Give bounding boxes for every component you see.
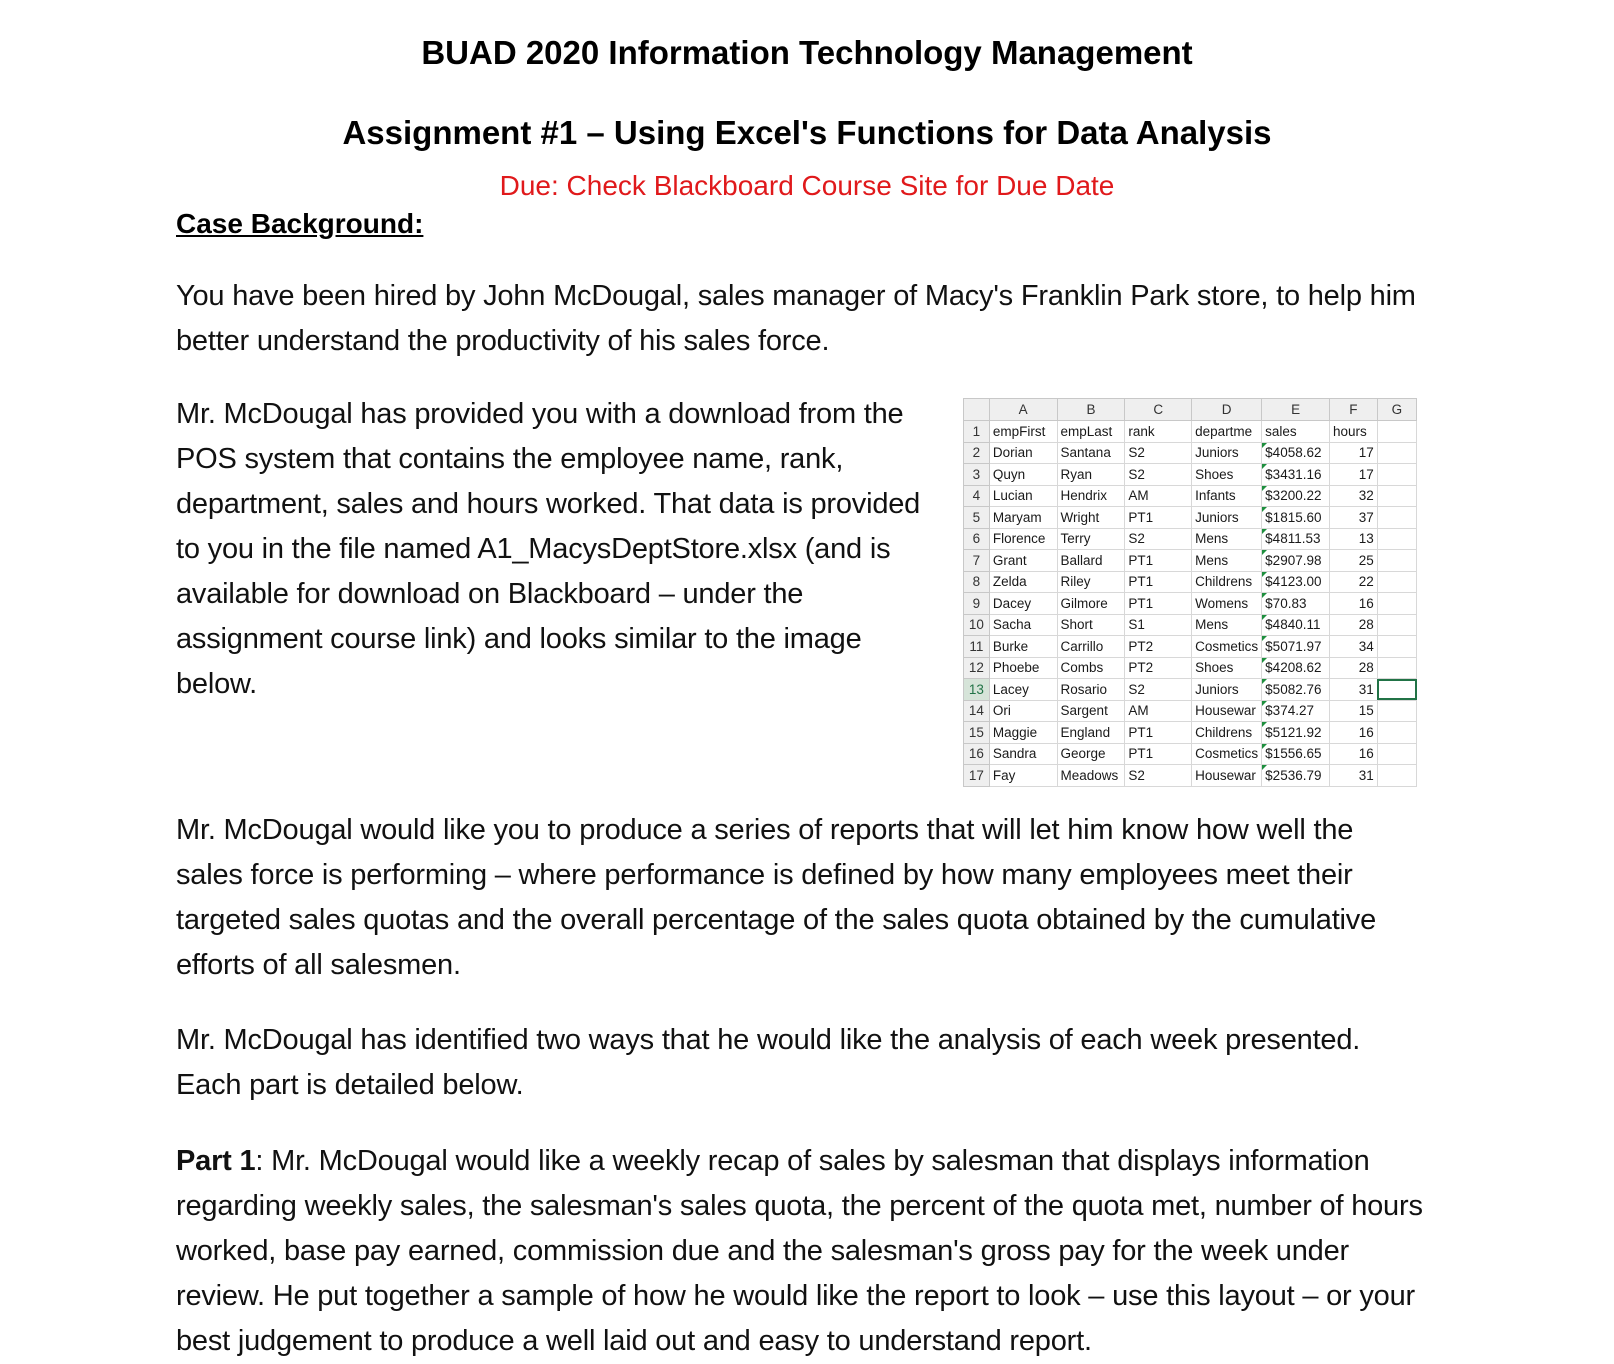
cell-sales: $3431.16 xyxy=(1262,464,1330,486)
cell-rank: AM xyxy=(1125,700,1192,722)
cell-hours: 25 xyxy=(1330,550,1378,572)
cell-dept: Childrens xyxy=(1192,571,1262,593)
cell-empty xyxy=(1377,636,1416,658)
cell-sales: $70.83 xyxy=(1262,593,1330,615)
cell-empty xyxy=(1377,464,1416,486)
cell-rank: PT1 xyxy=(1125,593,1192,615)
sheet-row xyxy=(964,464,1417,486)
column-header-d: D xyxy=(1192,399,1262,421)
row-number: 16 xyxy=(964,743,990,765)
sheet-row xyxy=(964,528,1417,550)
cell-last: empLast xyxy=(1057,421,1125,443)
cell-last: Ryan xyxy=(1057,464,1125,486)
cell-empty xyxy=(1377,722,1416,744)
spreadsheet-table xyxy=(963,398,1417,787)
cell-dept: Cosmetics xyxy=(1192,636,1262,658)
data-source-paragraph: Mr. McDougal has provided you with a download from the POS system that contains the employee name, rank, department, sales and hours worked. That data is provided to you in the file named A1_MacysDeptStore.xlsx (and is available for download on Blackboard – under the assignment course link) and looks similar to the image below. xyxy=(176,398,921,700)
cell-rank: PT1 xyxy=(1125,550,1192,572)
cell-dept: Juniors xyxy=(1192,442,1262,464)
cell-rank: PT2 xyxy=(1125,636,1192,658)
cell-last: Santana xyxy=(1057,442,1125,464)
reports-paragraph: Mr. McDougal would like you to produce a series of reports that will let him know how well the sales force is performing – where performance is defined by how many employees meet their targeted sales quotas and the overall percentage of the sales quota obtained by the cumulative efforts of all salesmen. xyxy=(176,814,1377,981)
sheet-row xyxy=(964,614,1417,636)
cell-rank: PT1 xyxy=(1125,743,1192,765)
cell-first: Dacey xyxy=(989,593,1057,615)
cell-last: Hendrix xyxy=(1057,485,1125,507)
cell-hours: 16 xyxy=(1330,593,1378,615)
cell-first: Fay xyxy=(989,765,1057,787)
cell-rank: rank xyxy=(1125,421,1192,443)
cell-sales: $4123.00 xyxy=(1262,571,1330,593)
cell-rank: PT2 xyxy=(1125,657,1192,679)
intro-paragraph: You have been hired by John McDougal, sales manager of Macy's Franklin Park store, to help him better understand the productivity of his sales force. xyxy=(176,280,1416,357)
row-number: 11 xyxy=(964,636,990,658)
cell-last: Ballard xyxy=(1057,550,1125,572)
row-number: 2 xyxy=(964,442,990,464)
cell-hours: 17 xyxy=(1330,464,1378,486)
due-date-note: Due: Check Blackboard Course Site for Due Date xyxy=(499,170,1115,201)
cell-first: Maryam xyxy=(989,507,1057,529)
cell-dept: departme xyxy=(1192,421,1262,443)
cell-dept: Infants xyxy=(1192,485,1262,507)
cell-first: Sandra xyxy=(989,743,1057,765)
cell-hours: 22 xyxy=(1330,571,1378,593)
cell-last: Gilmore xyxy=(1057,593,1125,615)
sheet-row xyxy=(964,485,1417,507)
cell-first: Quyn xyxy=(989,464,1057,486)
row-number: 5 xyxy=(964,507,990,529)
cell-rank: PT1 xyxy=(1125,571,1192,593)
column-header-f: F xyxy=(1330,399,1378,421)
cell-sales: $4840.11 xyxy=(1262,614,1330,636)
cell-first: Phoebe xyxy=(989,657,1057,679)
cell-rank: AM xyxy=(1125,485,1192,507)
cell-dept: Housewar xyxy=(1192,700,1262,722)
row-number: 9 xyxy=(964,593,990,615)
case-background-heading: Case Background: xyxy=(176,208,424,239)
cell-empty xyxy=(1377,507,1416,529)
sheet-row xyxy=(964,722,1417,744)
row-number: 6 xyxy=(964,528,990,550)
row-number: 8 xyxy=(964,571,990,593)
sheet-row xyxy=(964,636,1417,658)
cell-hours: hours xyxy=(1330,421,1378,443)
cell-empty xyxy=(1377,571,1416,593)
column-header-g: G xyxy=(1377,399,1416,421)
sheet-row xyxy=(964,571,1417,593)
excel-data-preview xyxy=(963,398,1417,794)
cell-hours: 28 xyxy=(1330,614,1378,636)
cell-sales: $2536.79 xyxy=(1262,765,1330,787)
cell-rank: S1 xyxy=(1125,614,1192,636)
cell-hours: 32 xyxy=(1330,485,1378,507)
cell-first: Lacey xyxy=(989,679,1057,701)
cell-empty xyxy=(1377,593,1416,615)
cell-hours: 17 xyxy=(1330,442,1378,464)
sheet-row xyxy=(964,550,1417,572)
sheet-row xyxy=(964,679,1417,701)
cell-sales: $1815.60 xyxy=(1262,507,1330,529)
cell-dept: Juniors xyxy=(1192,507,1262,529)
cell-empty xyxy=(1377,442,1416,464)
cell-sales: sales xyxy=(1262,421,1330,443)
column-header-row xyxy=(964,399,1417,421)
sheet-row xyxy=(964,442,1417,464)
cell-rank: S2 xyxy=(1125,765,1192,787)
cell-dept: Childrens xyxy=(1192,722,1262,744)
cell-last: Wright xyxy=(1057,507,1125,529)
part1-label: Part 1 xyxy=(176,1145,256,1177)
row-number: 13 xyxy=(964,679,990,701)
row-number: 1 xyxy=(964,421,990,443)
cell-dept: Cosmetics xyxy=(1192,743,1262,765)
cell-empty xyxy=(1377,679,1416,701)
cell-dept: Shoes xyxy=(1192,464,1262,486)
row-number: 17 xyxy=(964,765,990,787)
cell-hours: 31 xyxy=(1330,765,1378,787)
cell-empty xyxy=(1377,485,1416,507)
cell-rank: PT1 xyxy=(1125,507,1192,529)
cell-empty xyxy=(1377,614,1416,636)
cell-sales: $5071.97 xyxy=(1262,636,1330,658)
cell-sales: $3200.22 xyxy=(1262,485,1330,507)
row-number: 4 xyxy=(964,485,990,507)
cell-hours: 34 xyxy=(1330,636,1378,658)
cell-rank: S2 xyxy=(1125,679,1192,701)
sheet-row xyxy=(964,593,1417,615)
cell-rank: S2 xyxy=(1125,528,1192,550)
cell-sales: $1556.65 xyxy=(1262,743,1330,765)
cell-sales: $4058.62 xyxy=(1262,442,1330,464)
cell-sales: $5121.92 xyxy=(1262,722,1330,744)
cell-last: Short xyxy=(1057,614,1125,636)
cell-last: Sargent xyxy=(1057,700,1125,722)
assignment-title: Assignment #1 – Using Excel's Functions for Data Analysis xyxy=(342,114,1272,151)
cell-first: Zelda xyxy=(989,571,1057,593)
row-number: 15 xyxy=(964,722,990,744)
cell-last: Terry xyxy=(1057,528,1125,550)
cell-hours: 15 xyxy=(1330,700,1378,722)
cell-first: empFirst xyxy=(989,421,1057,443)
cell-first: Lucian xyxy=(989,485,1057,507)
cell-first: Florence xyxy=(989,528,1057,550)
cell-empty xyxy=(1377,765,1416,787)
column-header-c: C xyxy=(1125,399,1192,421)
cell-hours: 16 xyxy=(1330,722,1378,744)
cell-last: Meadows xyxy=(1057,765,1125,787)
cell-last: George xyxy=(1057,743,1125,765)
cell-first: Dorian xyxy=(989,442,1057,464)
sheet-row xyxy=(964,657,1417,679)
cell-hours: 13 xyxy=(1330,528,1378,550)
cell-last: Carrillo xyxy=(1057,636,1125,658)
column-header-b: B xyxy=(1057,399,1125,421)
select-all-corner xyxy=(964,399,990,421)
cell-empty xyxy=(1377,528,1416,550)
cell-rank: S2 xyxy=(1125,442,1192,464)
cell-empty xyxy=(1377,421,1416,443)
cell-empty xyxy=(1377,700,1416,722)
cell-empty xyxy=(1377,743,1416,765)
row-number: 10 xyxy=(964,614,990,636)
cell-dept: Juniors xyxy=(1192,679,1262,701)
cell-sales: $4208.62 xyxy=(1262,657,1330,679)
row-number: 3 xyxy=(964,464,990,486)
cell-dept: Womens xyxy=(1192,593,1262,615)
row-number: 12 xyxy=(964,657,990,679)
cell-hours: 28 xyxy=(1330,657,1378,679)
row-number: 7 xyxy=(964,550,990,572)
column-header-e: E xyxy=(1262,399,1330,421)
cell-first: Ori xyxy=(989,700,1057,722)
sheet-row xyxy=(964,743,1417,765)
cell-sales: $4811.53 xyxy=(1262,528,1330,550)
cell-first: Grant xyxy=(989,550,1057,572)
cell-hours: 31 xyxy=(1330,679,1378,701)
cell-sales: $2907.98 xyxy=(1262,550,1330,572)
cell-rank: S2 xyxy=(1125,464,1192,486)
cell-sales: $5082.76 xyxy=(1262,679,1330,701)
cell-first: Maggie xyxy=(989,722,1057,744)
cell-dept: Housewar xyxy=(1192,765,1262,787)
analysis-ways-paragraph: Mr. McDougal has identified two ways that he would like the analysis of each week presented. Each part is detailed below. xyxy=(176,1024,1361,1101)
sheet-row xyxy=(964,507,1417,529)
column-header-a: A xyxy=(989,399,1057,421)
cell-hours: 16 xyxy=(1330,743,1378,765)
cell-last: Combs xyxy=(1057,657,1125,679)
sheet-row xyxy=(964,765,1417,787)
cell-first: Burke xyxy=(989,636,1057,658)
sheet-row xyxy=(964,700,1417,722)
cell-dept: Shoes xyxy=(1192,657,1262,679)
row-number: 14 xyxy=(964,700,990,722)
cell-dept: Mens xyxy=(1192,614,1262,636)
cell-dept: Mens xyxy=(1192,550,1262,572)
cell-last: Rosario xyxy=(1057,679,1125,701)
part1-text: : Mr. McDougal would like a weekly recap of sales by salesman that displays information regarding weekly sales, the salesman's sales quota, the percent of the quota met, number of hours worked, base pay earned, commission due and the salesman's gross pay for the week under review. He put together a sample of how he would like the report to look – use this layout – or your best judgement to produce a well laid out and easy to understand report. xyxy=(176,1145,1423,1357)
cell-last: Riley xyxy=(1057,571,1125,593)
cell-first: Sacha xyxy=(989,614,1057,636)
cell-last: England xyxy=(1057,722,1125,744)
course-title: BUAD 2020 Information Technology Management xyxy=(421,34,1193,71)
cell-empty xyxy=(1377,657,1416,679)
cell-dept: Mens xyxy=(1192,528,1262,550)
cell-empty xyxy=(1377,550,1416,572)
sheet-header-row xyxy=(964,421,1417,443)
cell-sales: $374.27 xyxy=(1262,700,1330,722)
cell-rank: PT1 xyxy=(1125,722,1192,744)
cell-hours: 37 xyxy=(1330,507,1378,529)
part1-paragraph xyxy=(176,1139,1426,1364)
